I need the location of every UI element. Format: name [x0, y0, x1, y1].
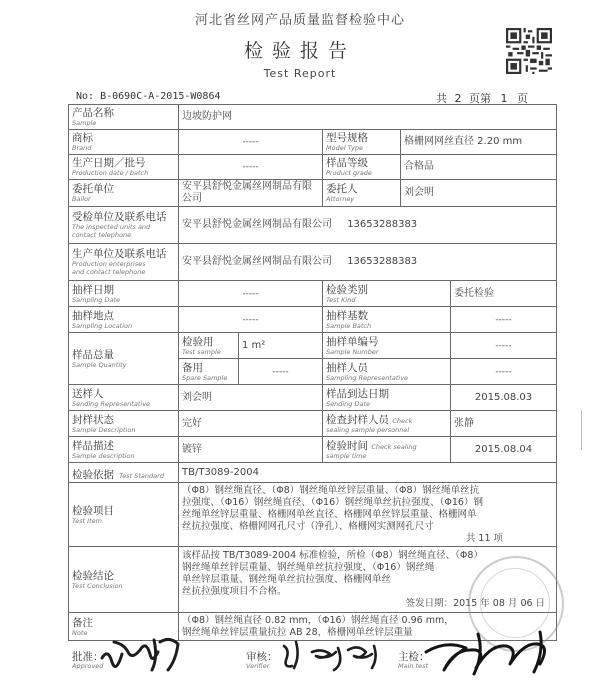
row-sample-desc: 样品描述 Sample description 镀锌 检验时间 Check sealing sample time 2015.08.04	[69, 437, 557, 463]
production-date-value: -----	[179, 155, 323, 180]
inspected-unit-value: 安平县舒悦金属丝网制品有限公司 13653288383	[179, 207, 557, 244]
row-bailor: 委托单位 Bailor 安平县舒悦金属丝网制品有限公司 委托人 Attorney 刘会明	[69, 180, 557, 207]
sample-desc-value: 镀锌	[179, 437, 323, 463]
test-item-list: （Φ8）钢丝绳直径、（Φ8）钢丝绳单丝锌层重量、（Φ8）钢丝绳单丝抗 拉强度、（Φ16）钢丝绳直径、（Φ16）钢丝绳单丝抗拉强度、（Φ16）钢 丝绳单丝锌层重量、格栅网单丝直径、格栅网单丝锌层重量、格栅网单 丝抗拉强度、格栅网网孔尺寸（净孔）、格栅网实测网孔尺寸 共 11 项	[179, 483, 557, 547]
row-product-name: 产品名称 Sample 边坡防护网	[69, 105, 557, 130]
sending-date-value: 2015.08.03	[451, 385, 557, 411]
row-test-item: 检验项目 Test Item （Φ8）钢丝绳直径、（Φ8）钢丝绳单丝锌层重量、（Φ8）钢丝绳单丝抗 拉强度、（Φ16）钢丝绳直径、（Φ16）钢丝绳单丝抗拉强度、（Φ16）钢 丝绳单丝锌层重量、格栅网单丝直径、格栅网单丝锌层重量、格栅网单 丝抗拉强度、格栅网网孔尺寸（净孔）、格栅网实测网孔尺寸 共 11 项	[69, 483, 557, 547]
report-subtitle: Test Report	[263, 67, 337, 80]
spare-sample-value: -----	[239, 359, 323, 385]
check-personnel-value: 张静	[451, 411, 557, 437]
main-test-label: 主检：	[398, 651, 430, 663]
main-tester-signature	[420, 626, 576, 680]
sample-batch-value: -----	[451, 307, 557, 333]
row-sample-quantity-b: 备用 Spare Sample ----- 抽样人员 Sampling Representative -----	[69, 359, 557, 385]
row-sample-quantity-a: 样品总量 Sample Quantity 检验用 Test sample 1 m² 抽样单编号 Sample Number -----	[69, 333, 557, 359]
test-kind-value: 委托检验	[451, 281, 557, 307]
issuing-organization: 河北省丝网产品质量监督检验中心	[194, 13, 405, 28]
page-edge-mark	[581, 410, 588, 450]
grade-value: 合格品	[401, 155, 557, 180]
brand-value: -----	[179, 130, 323, 155]
row-brand: 商标 Brand ----- 型号规格 Model Type 格栅网网丝直径 2.20 mm	[69, 130, 557, 155]
approved-en: Approved	[72, 662, 104, 670]
row-conclusion: 检验结论 Test Conclusion 该样品按 TB/T3089-2004 标准检验，所检（Φ8）钢丝绳直径、（Φ8） 钢丝绳单丝锌层重量、钢丝绳单丝抗拉强度、（Φ16）钢丝绳 单丝锌层重量、钢丝绳单丝抗拉强度、格栅网单丝 丝抗拉强度项目不合格。 签发日期：2015 年 08 月 06 日	[69, 547, 557, 613]
sending-rep-value: 刘会明	[179, 385, 323, 411]
test-sample-value: 1 m²	[239, 333, 323, 359]
approved-label: 批准：	[72, 651, 104, 663]
sampling-rep-value: -----	[451, 359, 557, 385]
page-indicator: 共 2 页第 1 页	[436, 92, 528, 105]
test-item-count: 共 11 项	[465, 532, 504, 544]
main-test-en: Main test	[398, 662, 429, 670]
row-production-enterprise: 生产单位及联系电话 Production enterprises and contact telephone 安平县舒悦金属丝网制品有限公司 13653288383	[69, 244, 557, 281]
verified-label: 审核：	[246, 651, 278, 663]
row-seal-state: 封样状态 Sample Description 完好 检查封样人员 Check sealing sample personnel 张静	[69, 411, 557, 437]
production-enterprise-value: 安平县舒悦金属丝网制品有限公司 13653288383	[179, 244, 557, 281]
remark-text: （Φ8）钢丝绳直径 0.82 mm，（Φ16）钢丝绳直径 0.96 mm， 钢丝绳单丝锌层重量抗拉 AB 28，格栅网单丝锌层重量	[179, 613, 557, 641]
verifier-signature	[278, 636, 388, 676]
row-inspected-unit: 受检单位及联系电话 The inspected units and contact telephone 安平县舒悦金属丝网制品有限公司 13653288383	[69, 207, 557, 244]
attorney-value: 刘会明	[401, 180, 557, 207]
conclusion-text: 该样品按 TB/T3089-2004 标准检验，所检（Φ8）钢丝绳直径、（Φ8） 钢丝绳单丝锌层重量、钢丝绳单丝抗拉强度、（Φ16）钢丝绳 单丝锌层重量、钢丝绳单丝抗拉强度、格栅网单丝 丝抗拉强度项目不合格。 签发日期：2015 年 08 月 06 日	[179, 547, 557, 613]
row-sampling-location: 抽样地点 Sampling Location ----- 抽样基数 Sample Batch -----	[69, 307, 557, 333]
sample-number-value: -----	[451, 333, 557, 359]
verified-en: Verifier	[246, 662, 270, 670]
report-table	[68, 104, 557, 641]
sign-date: 签发日期：2015 年 08 月 06 日	[405, 597, 546, 609]
test-standard-value: TB/T3089-2004	[179, 463, 557, 483]
report-title: 检验报告	[243, 40, 356, 62]
report-number: No: B-0690C-A-2015-W0864	[76, 91, 221, 102]
model-value: 格栅网网丝直径 2.20 mm	[401, 130, 557, 155]
row-sampling-date: 抽样日期 Sampling Date ----- 检验类别 Test Kind 委托检验	[69, 281, 557, 307]
product-name-value: 边坡防护网	[179, 105, 557, 130]
approver-signature	[96, 628, 192, 680]
sampling-location-value: -----	[179, 307, 323, 333]
check-time-value: 2015.08.04	[451, 437, 557, 463]
sampling-date-value: -----	[179, 281, 323, 307]
seal-state-value: 完好	[179, 411, 323, 437]
row-remark: 备注 Note （Φ8）钢丝绳直径 0.82 mm，（Φ16）钢丝绳直径 0.96 mm， 钢丝绳单丝锌层重量抗拉 AB 28，格栅网单丝锌层重量	[69, 613, 557, 641]
row-production-date: 生产日期／批号 Production date / batch ----- 样品等级 Product grade 合格品	[69, 155, 557, 180]
row-sending: 送样人 Sending Representative 刘会明 样品到达日期 Sending Date 2015.08.03	[69, 385, 557, 411]
row-test-standard: 检验依据 Test Standard TB/T3089-2004	[69, 463, 557, 483]
bailor-value: 安平县舒悦金属丝网制品有限公司	[179, 180, 323, 207]
qr-code-icon	[506, 28, 552, 74]
